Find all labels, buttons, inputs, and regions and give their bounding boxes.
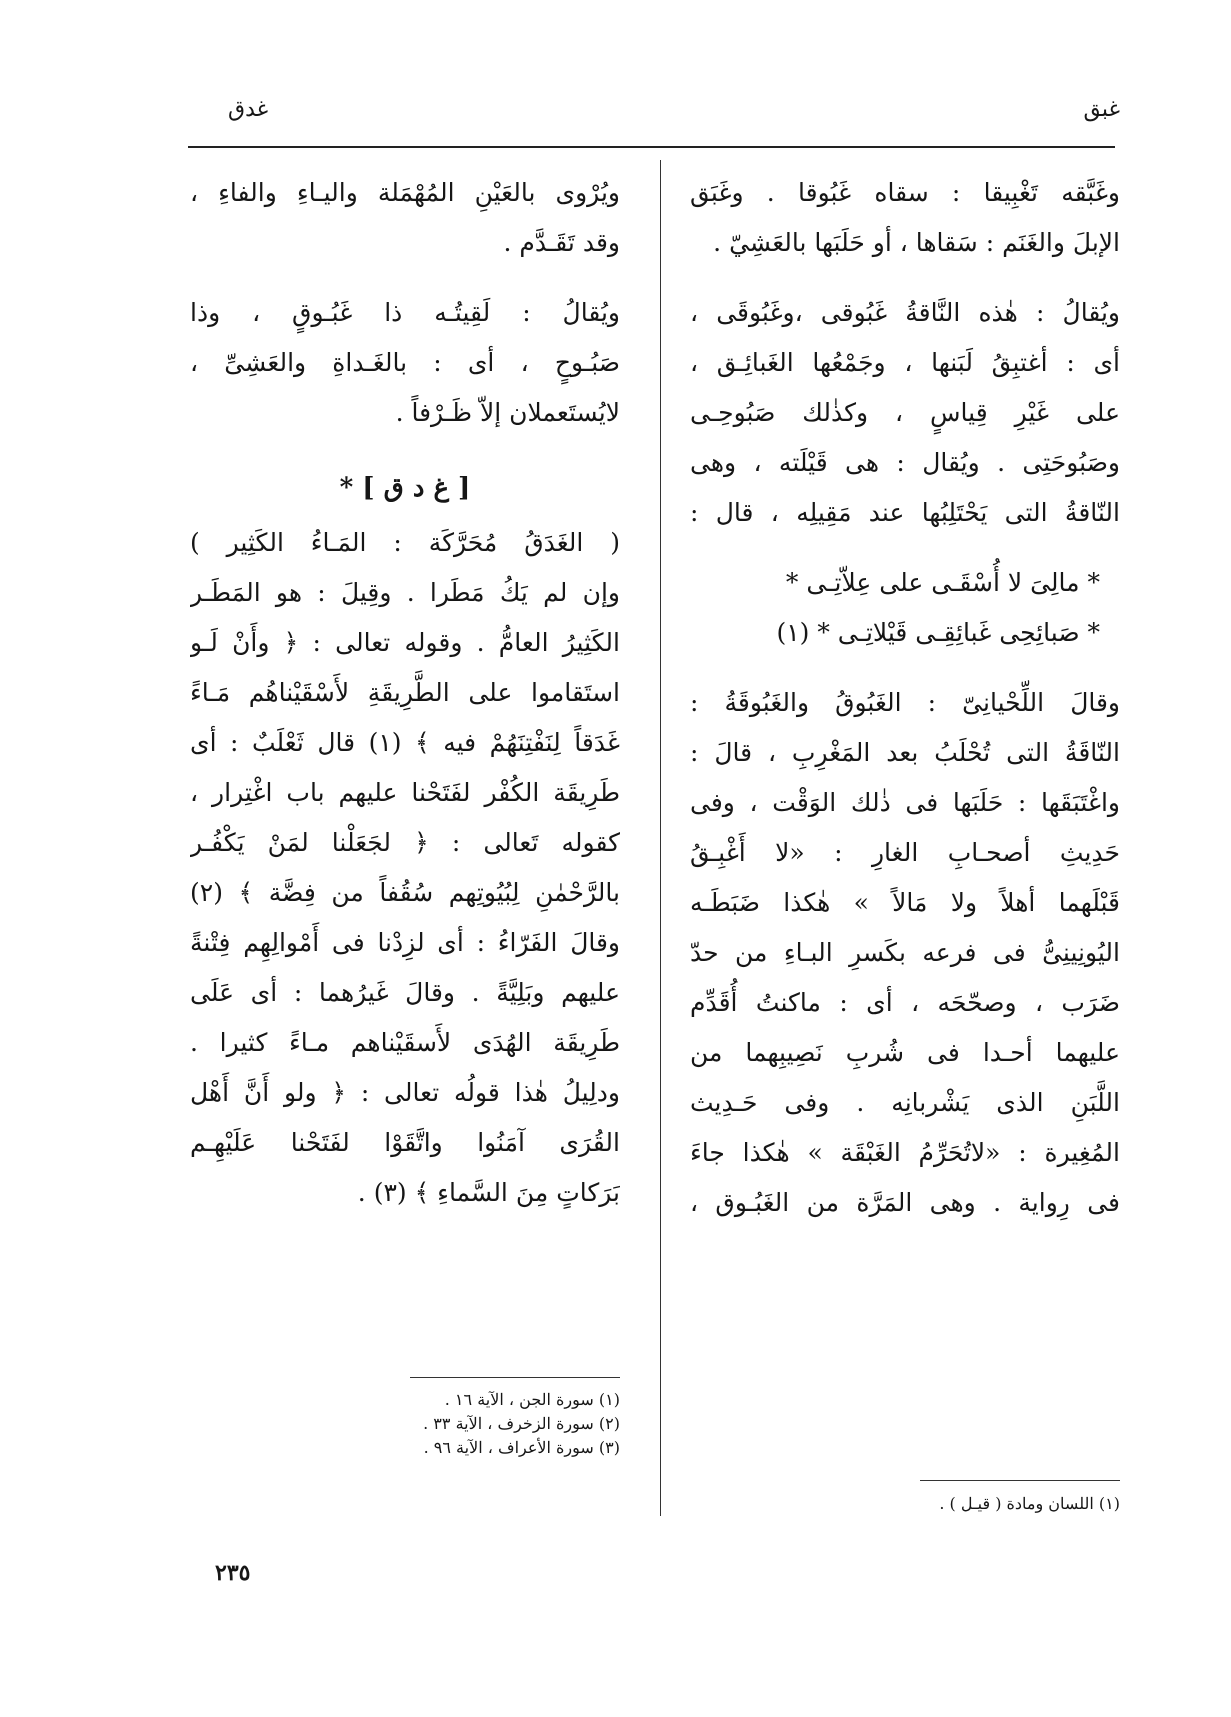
text-line: وصَبُوحَتِى . ويُقال : هى قَيْلَته ، وهى xyxy=(690,448,1120,477)
page-number: ٢٣٥ xyxy=(215,1560,251,1586)
footnote: (١) اللسان ومادة ( قيـل ) . xyxy=(939,1494,1120,1513)
text-line: بَرَكاتٍ مِنَ السَّماءِ ﴾ (٣) . xyxy=(357,1178,620,1207)
text-line: فى رِواية . وهى المَرَّة من الغَبُـوق ، xyxy=(690,1188,1120,1217)
column-divider xyxy=(660,160,661,1516)
text-line: استَقاموا على الطَّرِيقَةِ لأَسْقَيْناهُم مَـاءً xyxy=(190,678,620,707)
text-line: صَبُـوحٍ ، أى : بالغَـداةِ والعَشِىِّ ، xyxy=(190,348,620,377)
text-line: ضَرَب ، وصحّحَه ، أى : ماكنتُ أُقَدِّم xyxy=(690,988,1120,1017)
text-line: عليهم وبَلِيَّةً . وقالَ غَيرُهما : أى عَلَى xyxy=(190,978,620,1007)
verse-line: * مالِىَ لا أُسْقَـى على عِلاّتِـى * xyxy=(785,568,1100,597)
verse-line: * صَبائِحِى غَبائِقِـى قَيْلاتِـى * (١) xyxy=(776,618,1100,647)
text-line: طَرِيقَة الكُفْر لفَتَحْنا عليهم باب اغْتِرار ، xyxy=(190,778,620,807)
text-line: بالرَّحْمٰنِ لِبُيُوتِهم سُقُفاً من فِضَّة ﴾ (٢) xyxy=(190,878,620,907)
text-line: لايُستَعملان إلاّ ظَـرْفاً . xyxy=(395,398,620,427)
footnote: (٢) سورة الزخرف ، الآية ٣٣ . xyxy=(423,1414,620,1433)
running-header-right: غبق xyxy=(1083,97,1120,122)
right-column xyxy=(690,168,1120,1228)
text-line: الكَثِيرُ العامُّ . وقوله تعالى : ﴿ وأَنْ لَـو xyxy=(190,628,620,657)
running-header-left: غدق xyxy=(228,97,269,122)
text-line: ( الغَدَقُ مُحَرَّكَة : المَـاءُ الكَثِير ) xyxy=(190,528,620,557)
text-line: ويُرْوى بالعَيْنِ المُهْمَلة واليـاءِ والفاءِ ، xyxy=(190,178,620,207)
header-rule xyxy=(188,146,1115,148)
left-column xyxy=(190,168,620,1218)
entry-heading: [ غ د ق ] * xyxy=(339,473,471,503)
text-line: اليُونِينِىُّ فى فرعه بكَسرِ البـاءِ من حدّ xyxy=(690,938,1120,967)
text-line: النّاقَةُ التى تُحْلَبُ بعد المَغْرِبِ ، قالَ : xyxy=(690,738,1120,767)
footnotes-left xyxy=(330,1388,620,1460)
text-line: حَدِيثِ أصحـابِ الغارِ : «لا أَغْبِـقُ xyxy=(690,838,1120,867)
text-line: النّاقةُ التى يَحْتَلِبُها عند مَقِيلِه ، قال : xyxy=(690,498,1120,527)
text-line: ويُقالُ : هٰذه النَّاقةُ غَبُوقى ،وغَبُوقَى ، xyxy=(690,298,1120,327)
text-line: على غَيْرِ قِياسٍ ، وكذٰلك صَبُوحِـى xyxy=(690,398,1120,427)
text-line: وقد تَقَـدَّم . xyxy=(503,228,620,257)
footnote: (٣) سورة الأعراف ، الآية ٩٦ . xyxy=(423,1438,620,1457)
footnotes-right xyxy=(820,1492,1120,1516)
text-line: طَرِيقَة الهُدَى لأَسقَيْناهم مـاءً كثيرا . xyxy=(190,1028,620,1057)
footnote-rule-left xyxy=(410,1377,620,1378)
text-line: وإن لم يَكُ مَطَرا . وقِيلَ : هو المَطَـر xyxy=(190,578,620,607)
text-line: أى : أغتبِقُ لَبَنها ، وجَمْعُها الغَبائِـق ، xyxy=(690,348,1120,377)
text-line: وقالَ الفَرّاءُ : أى لزِدْنا فى أَمْوالِهِم فِتْنةً xyxy=(190,928,620,957)
text-line: وغَبَّقه تَغْبِيقا : سقاه غَبُوقا . وغَبَق xyxy=(690,178,1120,207)
text-line: اللَّبَنِ الذى يَشْربانِه . وفى حَـدِيث xyxy=(690,1088,1120,1117)
text-line: قَبْلَهما أهلاً ولا مَالاً » هٰكذا ضَبَطَـه xyxy=(690,888,1120,917)
text-line: القُرَى آمَنُوا واتَّقَوْا لفَتَحْنا عَلَيْهِـم xyxy=(190,1128,620,1157)
text-line: ودلِيلُ هٰذا قولُه تعالى : ﴿ ولو أَنَّ أَهْل xyxy=(190,1078,620,1107)
text-line: ويُقالُ : لَقِيتُـه ذا غَبُـوقٍ ، وذا xyxy=(190,298,620,327)
text-line: غَدَقاً لِنَفْتِنَهُمْ فيه ﴾ (١) قال ثَعْلَبٌ : أى xyxy=(190,728,620,757)
text-line: عليهما أحـدا فى شُربِ نَصِيبِهما من xyxy=(690,1038,1120,1067)
text-line: الإبلَ والغَنَم : سَقاها ، أو حَلَبَها بالعَشِيّ . xyxy=(713,228,1120,257)
text-line: كقوله تَعالى : ﴿ لجَعَلْنا لمَنْ يَكْفُـر xyxy=(190,828,620,857)
footnote: (١) سورة الجن ، الآية ١٦ . xyxy=(444,1390,620,1409)
text-line: المُغِيرة : «لاتُحَرِّمُ الغَبْقَة » هٰكذا جاءَ xyxy=(690,1138,1120,1167)
footnote-rule-right xyxy=(920,1480,1120,1481)
text-line: واغْتَبَقَها : حَلَبَها فى ذٰلك الوَقْت ، وفى xyxy=(690,788,1120,817)
text-line: وقالَ اللِّحْيانِىّ : الغَبُوقُ والغَبُوقَةُ : xyxy=(690,688,1120,717)
